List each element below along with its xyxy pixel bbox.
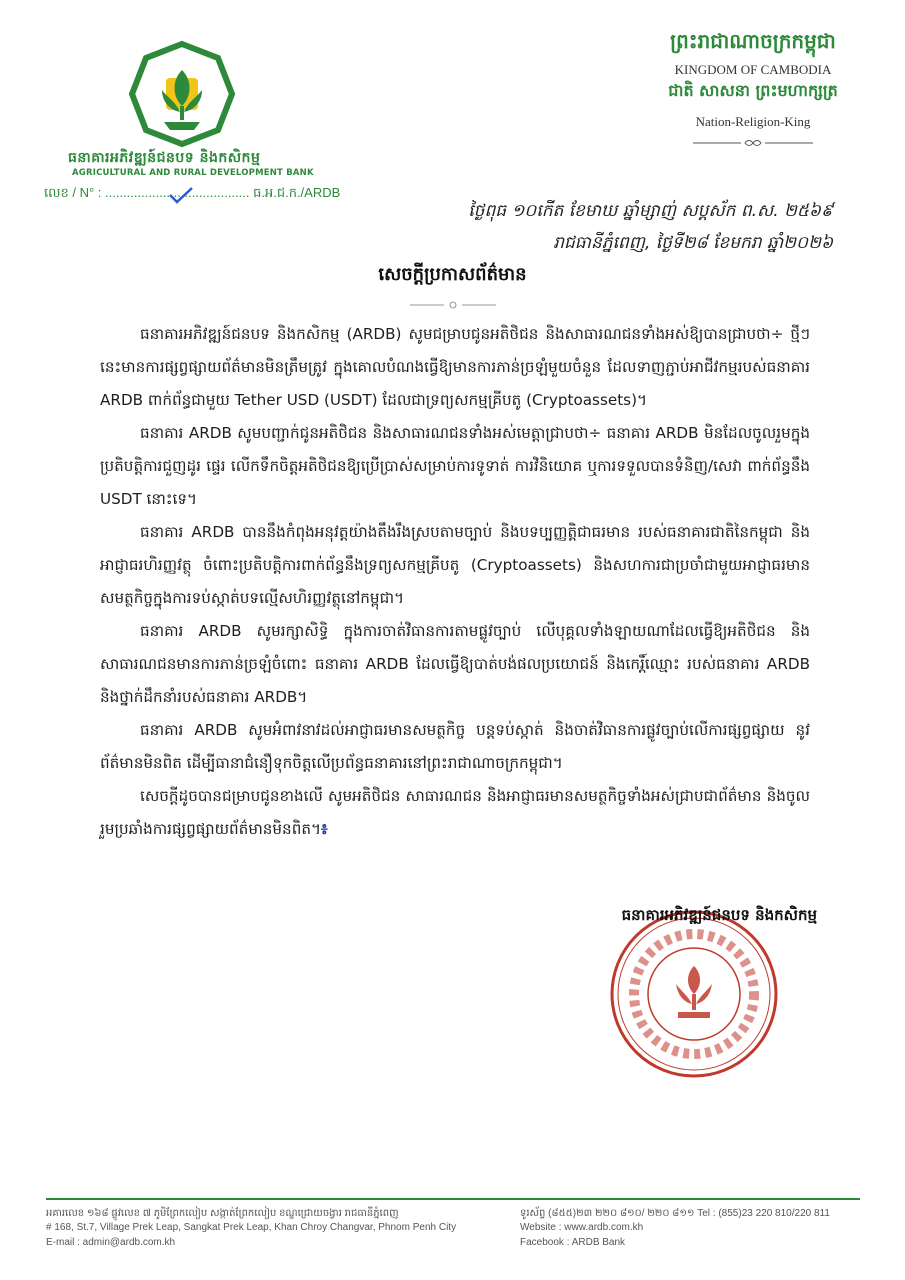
bank-name-en: AGRICULTURAL AND RURAL DEVELOPMENT BANK bbox=[72, 168, 314, 178]
footer-facebook: Facebook : ARDB Bank bbox=[520, 1237, 626, 1248]
checkmark-icon bbox=[168, 186, 194, 204]
footer-website: Website : www.ardb.com.kh bbox=[520, 1222, 644, 1233]
ornament-divider-icon bbox=[693, 138, 813, 148]
signatory-bank-name: ធនាគារអភិវឌ្ឍន៍ជនបទ និងកសិកម្ម bbox=[621, 906, 817, 924]
nation-motto-en: Nation-Religion-King bbox=[695, 114, 811, 129]
closing-paragraph-text: សេចក្តីដូចបានជម្រាបជូនខាងលើ សូមអតិថិជន សាធារណជន និងអាជ្ញាធរមានសមត្ថកិច្ចទាំងអស់ជ្រាបជាព័ត៌មាន និងចូលរួមប្រឆាំងការផ្សព្វផ្សាយព័ត៌មានមិនពិត។ bbox=[100, 787, 810, 838]
paragraph: ធនាគារអភិវឌ្ឍន៍ជនបទ និងកសិកម្ម (ARDB) សូមជម្រាបជូនអតិថិជន និងសាធារណជនទាំងអស់ឱ្យបានជ្រាបថា÷ ថ្មីៗនេះមានការផ្សព្វផ្សាយព័ត៌មានមិនត្រឹមត្រូវ ក្នុងគោលបំណងធ្វើឱ្យមានការភាន់ច្រឡំមួយចំនួន ដែលទាញភ្ជាប់អាជីវកម្មរបស់ធនាគារ ARDB ពាក់ព័ន្ធជាមួយ Tether USD (USDT) ដែលជាទ្រព្យសកម្មគ្រីបតូ (Cryptoassets)។ bbox=[100, 325, 810, 409]
bank-name-kh: ធនាគារអភិវឌ្ឍន៍ជនបទ និងកសិកម្ម bbox=[68, 150, 261, 166]
footer-address-en: # 168, St.7, Village Prek Leap, Sangkat Prek Leap, Khan Chroy Changvar, Phnom Penh City bbox=[46, 1222, 457, 1233]
document-title: សេចក្តីប្រកាសព័ត៌មាន bbox=[378, 264, 527, 285]
reference-number: លេខ / N° : ........................................ ធ.អ.ជ.ក./ARDB bbox=[44, 185, 341, 200]
paragraph bbox=[100, 780, 810, 846]
footer-telephone: ទូរស័ព្ទ (៨៥៥)២៣ ២២០ ៨១០/ ២២០ ៨១១ Tel : (855)23 220 810/220 811 bbox=[520, 1208, 830, 1219]
paragraph: ធនាគារ ARDB សូមអំពាវនាវដល់អាជ្ញាធរមានសមត្ថកិច្ច បន្តទប់ស្កាត់ និងចាត់វិធានការផ្លូវច្បាប់លើការផ្សព្វផ្សាយ នូវព័ត៌មានមិនពិត ដើម្បីធានាជំនឿទុកចិត្តលើប្រព័ន្ធធនាគារនៅព្រះរាជាណាចក្រកម្ពុជា។ bbox=[100, 721, 810, 772]
kingdom-en: KINGDOM OF CAMBODIA bbox=[674, 62, 832, 77]
paragraph: ធនាគារ ARDB សូមបញ្ជាក់ជូនអតិថិជន និងសាធារណជនទាំងអស់មេត្តាជ្រាបថា÷ ធនាគារ ARDB មិនដែលចូលរួមក្នុងប្រតិបត្តិការជួញដូរ ផ្ទេរ លើកទឹកចិត្តអតិថិជនឱ្យប្រើប្រាស់សម្រាប់ការទូទាត់ ការវិនិយោគ ឬការទទួលបានទំនិញ/សេវា ពាក់ព័ន្ធនឹង USDT នោះទេ។ bbox=[100, 424, 810, 508]
footer-divider bbox=[46, 1198, 860, 1200]
official-seal bbox=[608, 908, 780, 1080]
nation-motto-kh: ជាតិ សាសនា ព្រះមហាក្សត្រ bbox=[668, 81, 838, 100]
announcement-body bbox=[100, 318, 810, 846]
paragraph: ធនាគារ ARDB សូមរក្សាសិទ្ធិ ក្នុងការចាត់វិធានការតាមផ្លូវច្បាប់ លើបុគ្គលទាំងឡាយណាដែលធ្វើឱ្យអតិថិជន និងសាធារណជនមានការភាន់ច្រឡំចំពោះ ធនាគារ ARDB ដែលធ្វើឱ្យបាត់បង់ផលប្រយោជន៍ និងកេរ្តិ៍ឈ្មោះ របស់ធនាគារ ARDB និងថ្នាក់ដឹកនាំរបស់ធនាគារ ARDB។ bbox=[100, 622, 810, 706]
title-ornament-icon bbox=[410, 300, 496, 310]
lunar-date: ថ្ងៃពុធ ១០កើត ខែមាឃ ឆ្នាំម្សាញ់ សប្តស័ក ព.ស. ២៥៦៩ bbox=[468, 201, 833, 221]
end-mark: ៖ bbox=[321, 820, 328, 838]
kingdom-kh: ព្រះរាជាណាចក្រកម្ពុជា bbox=[670, 29, 836, 53]
footer-address-kh: អគារលេខ ១៦៨ ផ្លូវលេខ ៧ ភូមិព្រែកលៀប សង្កាត់ព្រែកលៀប ខណ្ឌជ្រោយចង្វារ រាជធានីភ្នំពេញ bbox=[46, 1208, 399, 1219]
solar-date: រាជធានីភ្នំពេញ, ថ្ងៃទី២៨ ខែមករា ឆ្នាំ២០២៦ bbox=[553, 233, 833, 253]
paragraph: ធនាគារ ARDB បាននឹងកំពុងអនុវត្តយ៉ាងតឹងរឹងស្របតាមច្បាប់ និងបទប្បញ្ញត្តិជាធរមាន របស់ធនាគារជាតិនៃកម្ពុជា និងអាជ្ញាធរហិរញ្ញវត្ថុ ចំពោះប្រតិបត្តិការពាក់ព័ន្ធនឹងទ្រព្យសកម្មគ្រីបតូ (Cryptoassets) និងសហការជាប្រចាំជាមួយអាជ្ញាធរមានសមត្ថកិច្ចក្នុងការទប់ស្កាត់បទល្មើសហិរញ្ញវត្ថុនៅកម្ពុជា។ bbox=[100, 523, 810, 607]
ardb-logo bbox=[128, 40, 236, 148]
footer-email: E-mail : admin@ardb.com.kh bbox=[46, 1237, 176, 1248]
